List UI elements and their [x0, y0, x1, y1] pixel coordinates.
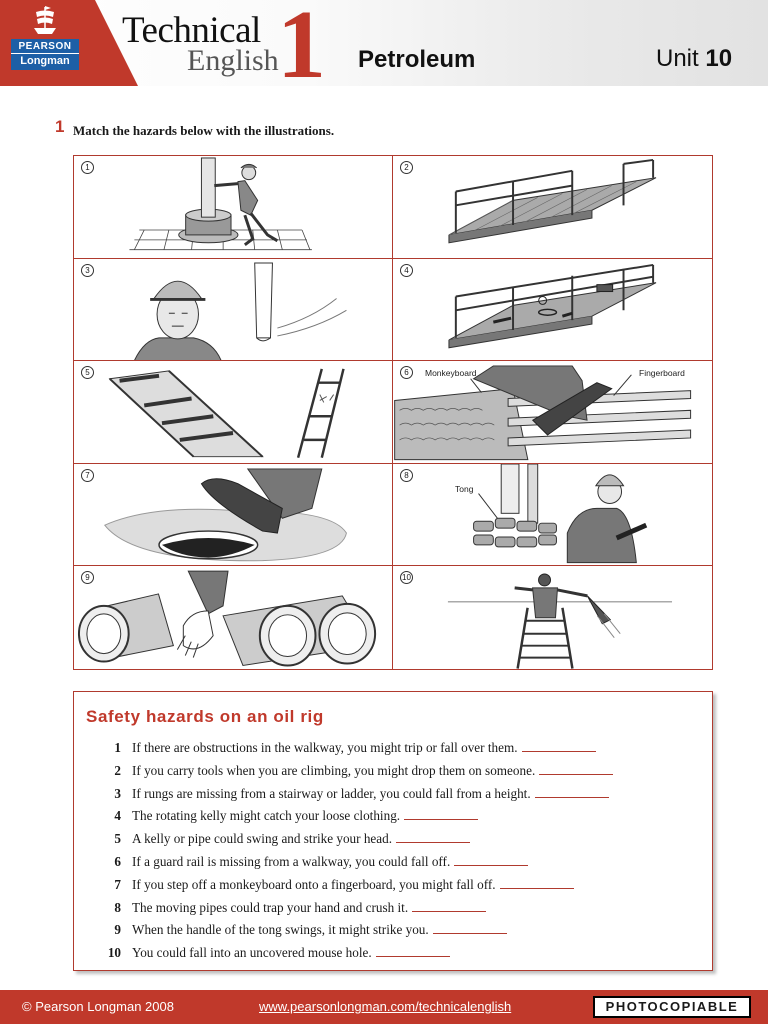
illustration-number: 10 [400, 571, 413, 584]
hazard-number: 10 [107, 945, 121, 961]
dropping-tools-illustration [393, 566, 712, 669]
safety-hazards-title: Safety hazards on an oil rig [86, 707, 324, 726]
safety-hazards-box [73, 691, 713, 971]
hazard-number: 3 [114, 785, 121, 801]
answer-blank[interactable] [500, 879, 574, 889]
exercise-number: 1 [55, 117, 65, 136]
obstructed-walkway-illustration [393, 259, 712, 361]
logo-pearson-text: PEARSON [11, 39, 79, 53]
illustration-cell-10 [393, 566, 712, 669]
brand-level-number: 1 [277, 0, 326, 99]
answer-blank[interactable] [535, 788, 609, 798]
subject-title: Petroleum [358, 46, 476, 73]
hazard-text: The rotating kelly might catch your loose clothing. [132, 808, 401, 824]
illustration-cell-4 [393, 259, 712, 362]
hazard-number: 9 [114, 922, 121, 938]
answer-blank[interactable] [412, 902, 486, 912]
brand-technical: Technical [122, 10, 261, 51]
answer-blank[interactable] [522, 742, 596, 752]
hazard-number: 2 [114, 762, 121, 778]
illustration-cell-8 [393, 464, 712, 567]
illustration-number: 2 [400, 161, 413, 174]
pearson-longman-logo [11, 4, 79, 70]
page-header [0, 0, 768, 99]
hazard-item [99, 808, 699, 831]
hazard-item [99, 740, 699, 763]
swinging-pipe-illustration [74, 259, 392, 361]
hazard-item [99, 945, 699, 968]
illustration-cell-9 [74, 566, 393, 669]
mouse-hole-illustration [74, 464, 392, 566]
hazard-text: If you carry tools when you are climbing, you might drop them on someone. [132, 762, 536, 778]
hazard-item [99, 854, 699, 877]
hazard-item [99, 831, 699, 854]
illustration-number: 8 [400, 469, 413, 482]
logo-longman-text: Longman [11, 53, 79, 70]
missing-rungs-illustration [74, 361, 392, 463]
hazard-text: If rungs are missing from a stairway or ladder, you could fall from a height. [132, 785, 531, 801]
hazard-number: 5 [114, 831, 121, 847]
illustration-number: 3 [81, 264, 94, 277]
crushing-pipes-illustration [74, 566, 392, 669]
answer-blank[interactable] [539, 765, 613, 775]
illustration-cell-6 [393, 361, 712, 464]
hazard-list [99, 740, 699, 968]
hazard-text: If there are obstructions in the walkway, you might trip or fall over them. [132, 740, 518, 755]
hazard-item [99, 786, 699, 809]
exercise-instruction: Match the hazards below with the illustrations. [73, 123, 335, 138]
hazard-number: 1 [114, 740, 121, 755]
hazard-item [99, 922, 699, 945]
answer-blank[interactable] [376, 947, 450, 957]
unit-word: Unit [656, 45, 699, 72]
brand-english: English [187, 44, 279, 77]
hazard-text: When the handle of the tong swings, it might strike you. [132, 922, 429, 938]
page-footer [0, 990, 768, 1024]
illustration-number: 4 [400, 264, 413, 277]
hazard-text: If you step off a monkeyboard onto a fingerboard, you might fall off. [132, 876, 496, 892]
monkeyboard-label: Monkeyboard [425, 368, 477, 379]
hazard-number: 8 [114, 899, 121, 915]
hazard-text: The moving pipes could trap your hand and crush it. [132, 899, 409, 915]
illustration-cell-1 [74, 156, 393, 259]
hazard-item [99, 900, 699, 923]
illustration-number: 9 [81, 571, 94, 584]
answer-blank[interactable] [396, 833, 470, 843]
unit-label [656, 45, 732, 73]
hazard-number: 4 [114, 808, 121, 824]
tong-label: Tong [455, 483, 474, 494]
illustration-number: 7 [81, 469, 94, 482]
photocopiable-badge: PHOTOCOPIABLE [593, 996, 751, 1018]
answer-blank[interactable] [404, 810, 478, 820]
unit-number: 10 [705, 45, 733, 72]
answer-blank[interactable] [454, 856, 528, 866]
illustration-cell-2 [393, 156, 712, 259]
illustration-number: 6 [400, 366, 413, 379]
fingerboard-label: Fingerboard [639, 368, 685, 379]
hazard-number: 6 [114, 853, 121, 869]
hazard-item [99, 763, 699, 786]
ship-icon [28, 4, 62, 38]
illustration-number: 5 [81, 366, 94, 379]
rotating-kelly-illustration [74, 156, 392, 258]
walkway-missing-rail-illustration [393, 156, 712, 258]
answer-blank[interactable] [433, 924, 507, 934]
website-link[interactable]: www.pearsonlongman.com/technicalenglish [259, 999, 512, 1014]
illustration-cell-5 [74, 361, 393, 464]
illustration-number: 1 [81, 161, 94, 174]
illustration-cell-3 [74, 259, 393, 362]
hazard-item [99, 877, 699, 900]
tong-illustration [393, 464, 712, 566]
illustration-cell-7 [74, 464, 393, 567]
hazard-text: If a guard rail is missing from a walkway, you could fall off. [132, 853, 451, 869]
copyright-text: © Pearson Longman 2008 [22, 999, 174, 1014]
illustration-grid [73, 155, 713, 670]
hazard-number: 7 [114, 876, 121, 892]
hazard-text: A kelly or pipe could swing and strike your head. [132, 831, 393, 847]
hazard-text: You could fall into an uncovered mouse hole. [132, 945, 372, 961]
